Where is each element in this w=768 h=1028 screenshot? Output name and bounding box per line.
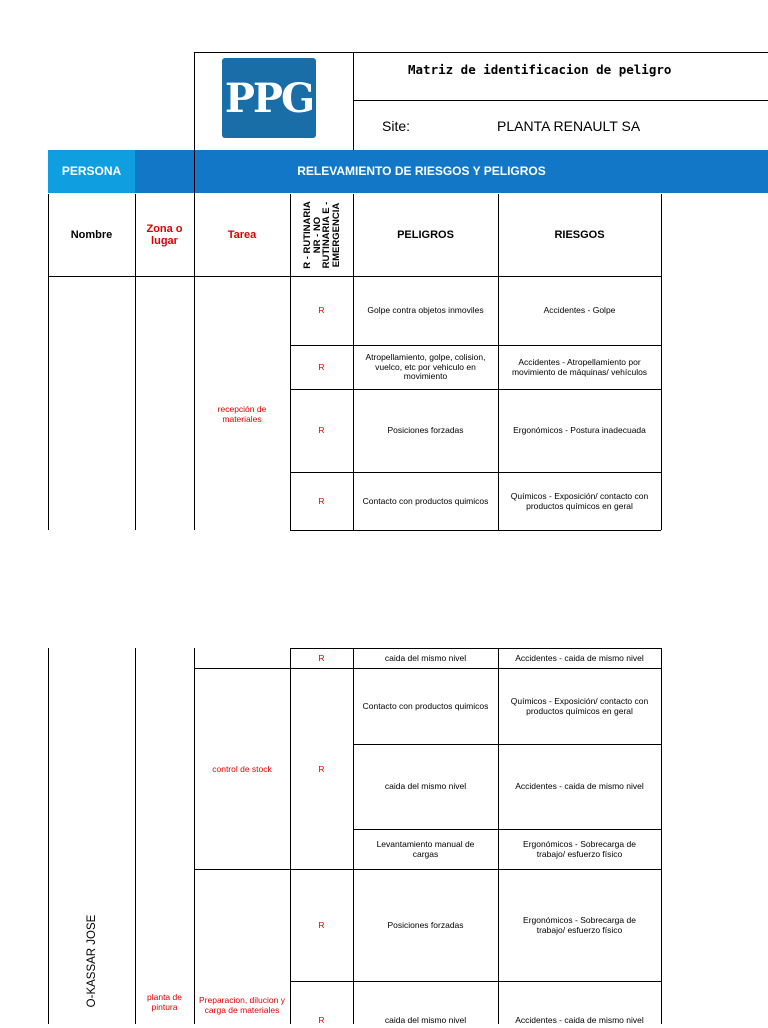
p1-row1-r: R bbox=[318, 305, 325, 316]
p2-prep2-riesgo: Accidentes - caida de mismo nivel bbox=[515, 1015, 644, 1026]
p1-row1-peligro: Golpe contra objetos inmoviles bbox=[367, 305, 484, 316]
p1-row2-riesgo: Accidentes - Atropellamiento por movimiento de máquinas/ vehículos bbox=[511, 356, 648, 377]
col-tarea: Tarea bbox=[227, 228, 257, 241]
p1-row3-peligro: Posiciones forzadas bbox=[387, 425, 464, 436]
ppg-logo bbox=[222, 58, 316, 138]
persona-banner bbox=[48, 150, 135, 193]
stock-r: R bbox=[318, 764, 325, 775]
p2-row0-r: R bbox=[318, 652, 325, 663]
p2-row0-riesgo: Accidentes - caida de mismo nivel bbox=[515, 652, 644, 663]
p2-prep1-r: R bbox=[318, 919, 325, 930]
p1-row3-riesgo: Ergonómicos - Postura inadecuada bbox=[513, 425, 646, 436]
task-preparacion: Preparacion, dilucion y carga de materiales bbox=[199, 995, 285, 1015]
p2-stock1-riesgo: Químicos - Exposición/ contacto con productos químicos en geral bbox=[510, 696, 649, 716]
zona-planta: planta de pintura bbox=[147, 992, 182, 1012]
p2-stock3-peligro: Levantamiento manual de cargas bbox=[376, 838, 475, 859]
matrix-title: Matriz de identificacion de peligro bbox=[408, 62, 672, 77]
p1-row2-r: R bbox=[318, 361, 325, 372]
p2-stock2-riesgo: Accidentes - caida de mismo nivel bbox=[515, 781, 644, 792]
site-label: Site: bbox=[382, 118, 411, 134]
p2-stock3-riesgo: Ergonómicos - Sobrecarga de trabajo/ esfuerzo físico bbox=[523, 838, 636, 859]
person-name: O-KASSAR JOSE bbox=[86, 914, 98, 1007]
p2-prep2-r: R bbox=[318, 1015, 325, 1026]
p1-row2-peligro: Atropellamiento, golpe, colision, vuelco, etc por vehiculo en movimiento bbox=[365, 352, 486, 382]
p2-stock2-peligro: caida del mismo nivel bbox=[384, 781, 467, 792]
site-value: PLANTA RENAULT SA bbox=[497, 118, 641, 134]
p1-row4-peligro: Contacto con productos quimicos bbox=[362, 495, 489, 506]
col-peligros: PELIGROS bbox=[397, 228, 454, 241]
p2-prep2-peligro: caida del mismo nivel bbox=[384, 1015, 467, 1026]
p1-row4-r: R bbox=[318, 495, 325, 506]
relevamiento-label: RELEVAMIENTO DE RIESGOS Y PELIGROS bbox=[297, 163, 546, 178]
p2-row0-peligro: caida del mismo nivel bbox=[384, 652, 467, 663]
p1-row4-riesgo: Químicos - Exposición/ contacto con productos químicos en geral bbox=[510, 490, 649, 511]
p1-row1-riesgo: Accidentes - Golpe bbox=[543, 305, 616, 316]
p2-prep1-peligro: Posiciones forzadas bbox=[387, 919, 464, 930]
p2-stock1-peligro: Contacto con productos quimicos bbox=[362, 701, 489, 712]
col-nombre: Nombre bbox=[70, 228, 113, 241]
logo-text: PPG bbox=[224, 74, 314, 122]
p1-row3-r: R bbox=[318, 425, 325, 436]
col-riesgos: RIESGOS bbox=[554, 228, 605, 241]
p2-prep1-riesgo: Ergonómicos - Sobrecarga de trabajo/ esfuerzo físico bbox=[523, 914, 636, 935]
persona-label: PERSONA bbox=[61, 163, 122, 178]
col-zona: Zona o lugar bbox=[146, 222, 183, 247]
relevamiento-banner bbox=[135, 150, 768, 193]
task-recepcion: recepción de materiales bbox=[217, 404, 267, 424]
task-control-stock: control de stock bbox=[212, 764, 272, 775]
col-rutinaria: R - RUTINARIA NR - NO RUTINARIA E - EMERGENCIA bbox=[301, 201, 341, 269]
